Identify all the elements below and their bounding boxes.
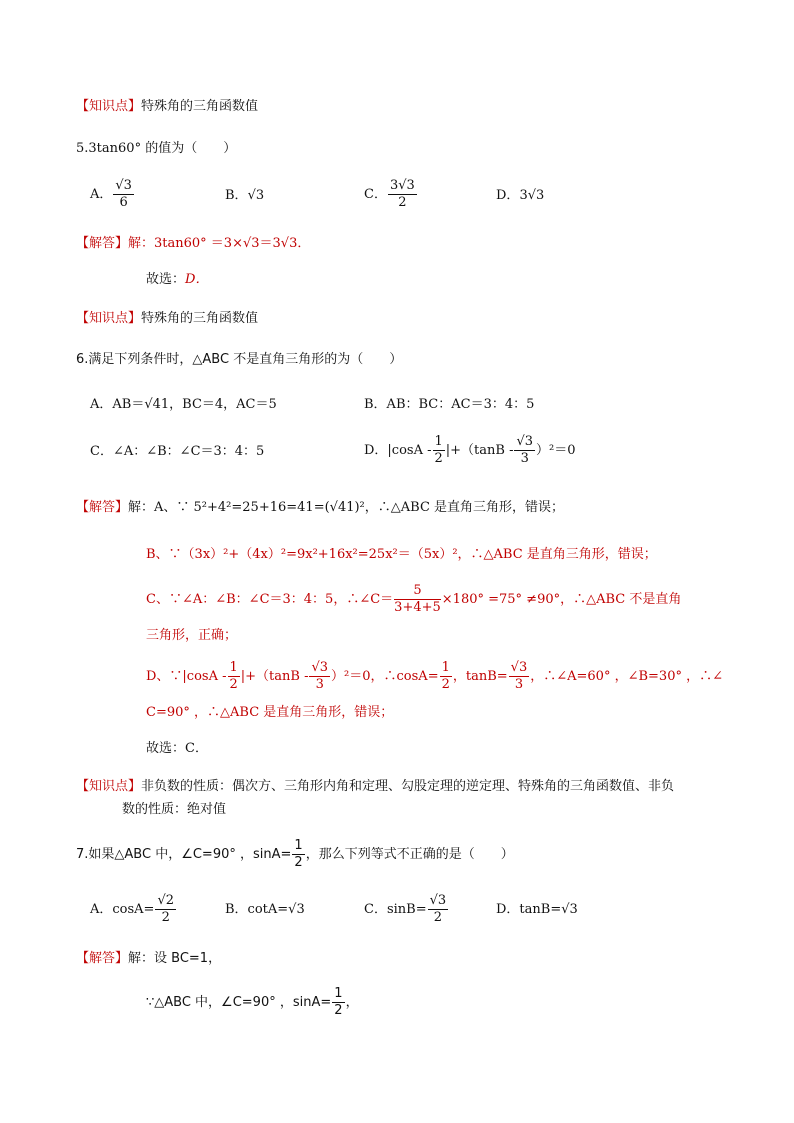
- knowledge-text: 特殊角的三角函数值: [141, 99, 259, 114]
- knowledge-text: 特殊角的三角函数值: [141, 311, 259, 326]
- question-6-stem: 6.满足下列条件时，△ABC 不是直角三角形的为（ ）: [76, 352, 403, 367]
- answer-text: 解：设 BC=1，: [128, 951, 222, 966]
- q7-answer: [76, 949, 221, 969]
- q6-answer-b: B、∵（3x）²+（4x）²=9x²+16x²=25x²＝（5x）²，∴△ABC 是直角三角形，错误；: [146, 547, 657, 562]
- q5-answer: [76, 234, 310, 254]
- q6-option-c: C．∠A：∠B：∠C＝3：4：5: [90, 444, 265, 459]
- q6-option-d: D．|cosA - $\frac{1}{2}$ |+（tanB - $\frac{√3}{3}$ ）²＝0: [364, 434, 576, 466]
- q7-option-d: D．tanB=√3: [496, 902, 578, 917]
- q7-option-c: C．sinB= $\frac{√3}{2}$: [364, 893, 447, 925]
- q7-answer-2: ∵△ABC 中，∠C=90° ，sinA= $\frac{1}{2}$ ，: [146, 986, 359, 1018]
- q6-answer-d-cont: C=90° ，∴△ABC 是直角三角形，错误；: [146, 705, 394, 720]
- knowledge-tag: 【知识点】: [76, 99, 142, 114]
- answer-tag: 【解答】: [76, 500, 129, 515]
- q6-answer-d: D、∵|cosA - $\frac{1}{2}$ |+（tanB - $\frac{√3}{3}$ ）²＝0，∴cosA= $\frac{1}{2}$ ，tanB= $\frac{√3}{3}$ ，∴∠A=60° ，∠B=30° ，∴∠: [146, 660, 723, 692]
- answer-text: 解：A、∵ 5²+4²=25+16=41=(√41)²，∴△ABC 是直角三角形，错误；: [128, 500, 565, 515]
- question-7-stem: 7.如果△ABC 中，∠C=90° ，sinA= $\frac{1}{2}$ ，那么下列等式不正确的是（ ）: [76, 838, 514, 870]
- q5-option-b: B．√3: [225, 188, 265, 203]
- q6-answer-a: [76, 498, 564, 518]
- q5-option-c: C． $\frac{3√3}{2}$: [364, 178, 415, 210]
- q7-option-b: B．cotA=√3: [225, 902, 305, 917]
- answer-tag: 【解答】: [76, 236, 129, 251]
- q6-option-a: A．AB＝√41，BC＝4，AC＝5: [90, 397, 277, 412]
- knowledge-text: 非负数的性质：偶次方、三角形内角和定理、勾股定理的逆定理、特殊角的三角函数值、非负: [141, 779, 675, 794]
- q5-option-d: D．3√3: [496, 188, 545, 203]
- answer-tag: 【解答】: [76, 951, 129, 966]
- knowledge-tag: 【知识点】: [76, 779, 142, 794]
- q6-answer-c: C、∵∠A：∠B：∠C＝3：4：5，∴∠C＝ $\frac{5}{3+4+5}$ ×180° =75° ≠90°，∴△ABC 不是直角: [146, 583, 682, 615]
- q7-option-a: A．cosA= $\frac{√2}{2}$: [90, 893, 175, 925]
- knowledge-point-6: [76, 777, 674, 797]
- knowledge-point-6-cont: 数的性质：绝对值: [122, 802, 227, 817]
- q6-answer-c-cont: 三角形，正确；: [146, 628, 238, 643]
- knowledge-point-5b: [76, 309, 258, 329]
- knowledge-tag: 【知识点】: [76, 311, 142, 326]
- knowledge-point-5: [76, 97, 258, 117]
- q6-choose: 故选：C．: [146, 741, 208, 756]
- q6-option-b: B．AB：BC：AC＝3：4：5: [364, 397, 535, 412]
- q5-option-a: A． $\frac{√3}{6}$: [90, 178, 132, 210]
- answer-text: 解：3tan60° ＝3×√3＝3√3．: [128, 236, 311, 251]
- question-5-stem: 5.3tan60° 的值为（ ）: [76, 141, 237, 156]
- q5-choose: 故选：D．: [146, 272, 209, 287]
